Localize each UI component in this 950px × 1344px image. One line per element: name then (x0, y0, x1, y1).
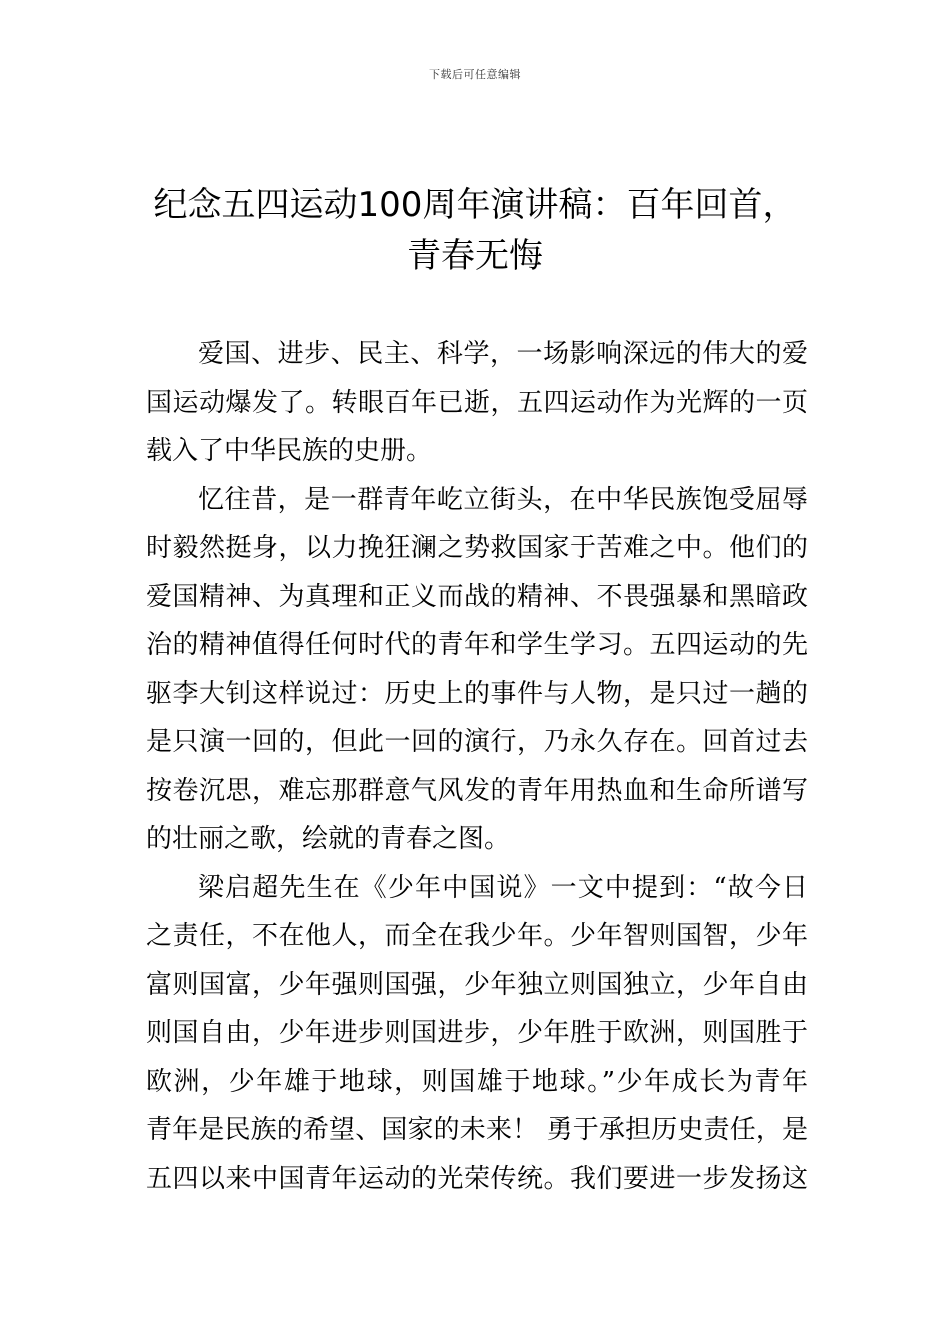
paragraph (146, 864, 808, 1204)
title-line: 青春无悔 (407, 236, 543, 276)
paragraph (146, 476, 808, 864)
text-line: 时毅然挺身，以力挽狂澜之势救国家于苦难之中。他们的 (146, 533, 808, 563)
document-body (146, 330, 808, 1203)
paragraph (146, 330, 808, 476)
text-line: 载入了中华民族的史册。 (146, 436, 433, 466)
text-line: 治的精神值得任何时代的青年和学生学习。五四运动的先 (146, 630, 808, 660)
text-line: 富则国富，少年强则国强，少年独立则国独立，少年自由 (146, 969, 808, 1000)
text-line: 梁启超先生在《少年中国说》一文中提到：“故今日 (198, 872, 808, 903)
text-line: 按卷沉思，难忘那群意气风发的青年用热血和生命所谱写 (146, 775, 808, 806)
text-line: 是只演一回的，但此一回的演行，乃永久存在。回首过去 (146, 727, 808, 757)
title-line: 纪念五四运动100周年演讲稿：百年回首， (153, 185, 797, 225)
header-note: 下载后可任意编辑 (429, 68, 521, 81)
text-line: 驱李大钊这样说过：历史上的事件与人物，是只过一趟的 (146, 678, 808, 709)
text-line: 青年是民族的希望、国家的未来！ 勇于承担历史责任，是 (146, 1115, 808, 1145)
text-line: 欧洲，少年雄于地球，则国雄于地球。”少年成长为青年 (146, 1066, 808, 1097)
text-line: 忆往昔，是一群青年屹立街头，在中华民族饱受屈辱 (198, 484, 808, 515)
text-line: 爱国、进步、民主、科学，一场影响深远的伟大的爱 (198, 339, 808, 369)
text-line: 则国自由，少年进步则国进步，少年胜于欧洲，则国胜于 (146, 1018, 808, 1048)
document-title (100, 180, 850, 282)
text-line: 爱国精神、为真理和正义而战的精神、不畏强暴和黑暗政 (146, 581, 808, 612)
text-line: 的壮丽之歌，绘就的青春之图。 (146, 824, 511, 854)
text-line: 国运动爆发了。转眼百年已逝，五四运动作为光辉的一页 (146, 387, 808, 418)
text-line: 之责任，不在他人，而全在我少年。少年智则国智，少年 (146, 921, 808, 951)
text-line: 五四以来中国青年运动的光荣传统。我们要进一步发扬这 (146, 1163, 808, 1194)
